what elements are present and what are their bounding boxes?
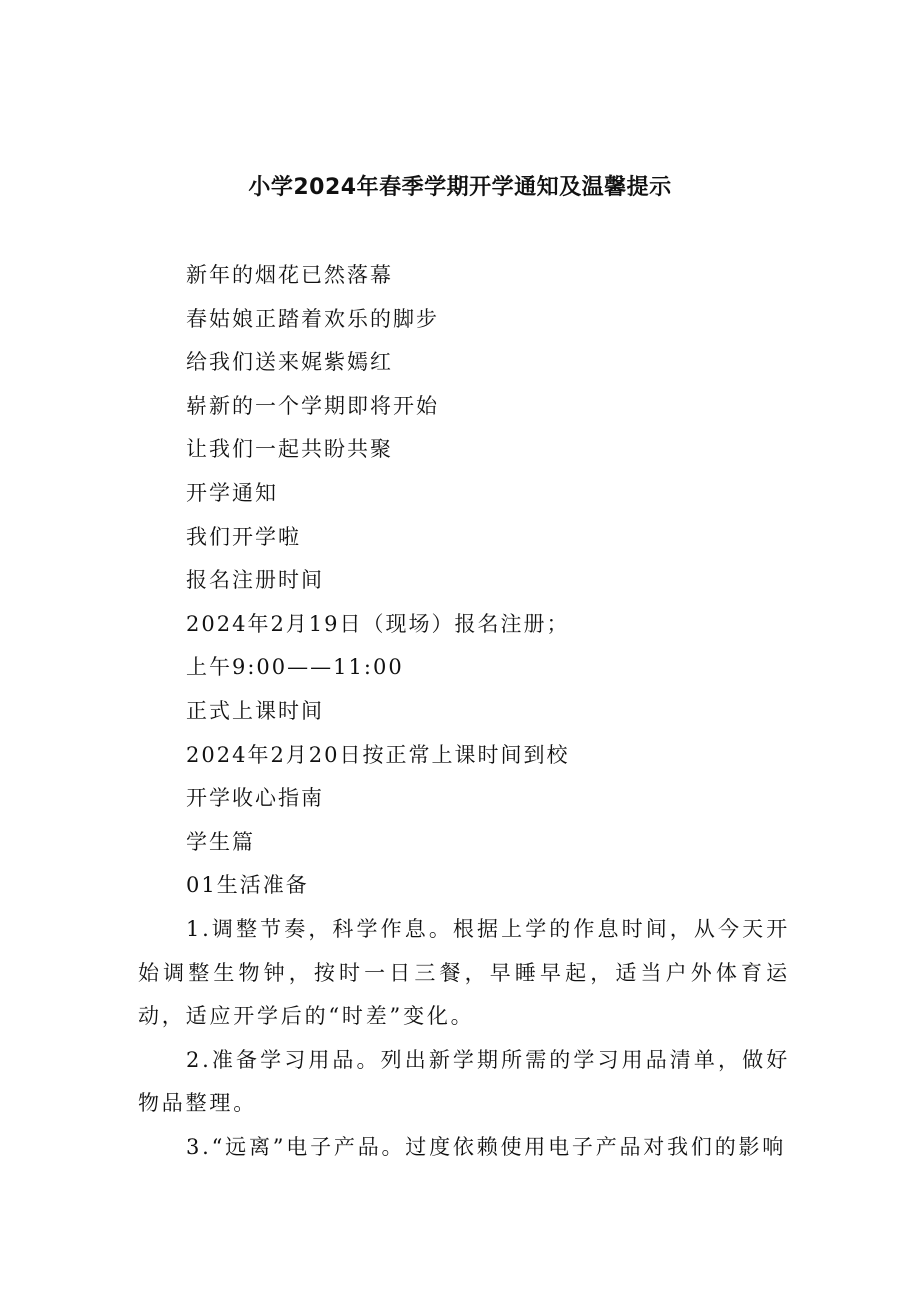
paragraph: 3.“远离”电子产品。过度依赖使用电子产品对我们的影响 [186,1134,787,1159]
section-heading: 正式上课时间 [186,698,324,723]
section-heading: 报名注册时间 [186,568,324,593]
document-body [138,254,790,1169]
text-line: 给我们送来娓紫嫣红 [186,350,393,375]
text-line: 让我们一起共盼共聚 [186,437,393,462]
section-heading: 开学收心指南 [186,786,324,811]
text-line: 春姑娘正踏着欢乐的脚步 [186,306,439,331]
section-heading: 学生篇 [186,829,255,854]
section-heading: 01生活准备 [186,873,309,898]
registration-time: 上午9:00——11:00 [186,655,404,680]
text-line: 崭新的一个学期即将开始 [186,393,439,418]
section-heading: 开学通知 [186,480,278,505]
text-line: 我们开学啦 [186,524,301,549]
text-line: 新年的烟花已然落幕 [186,263,393,287]
paragraph: 1.调整节奏，科学作息。根据上学的作息时间，从今天开始调整生物钟，按时一日三餐，早睡早起，适当户外体育运动，适应开学后的“时差”变化。 [138,916,790,1029]
paragraph: 2.准备学习用品。列出新学期所需的学习用品清单，做好物品整理。 [138,1047,790,1116]
class-start-date: 2024年2月20日按正常上课时间到校 [186,742,570,767]
registration-date: 2024年2月19日（现场）报名注册； [186,611,570,636]
document-title: 小学2024年春季学期开学通知及温馨提示 [248,175,672,200]
